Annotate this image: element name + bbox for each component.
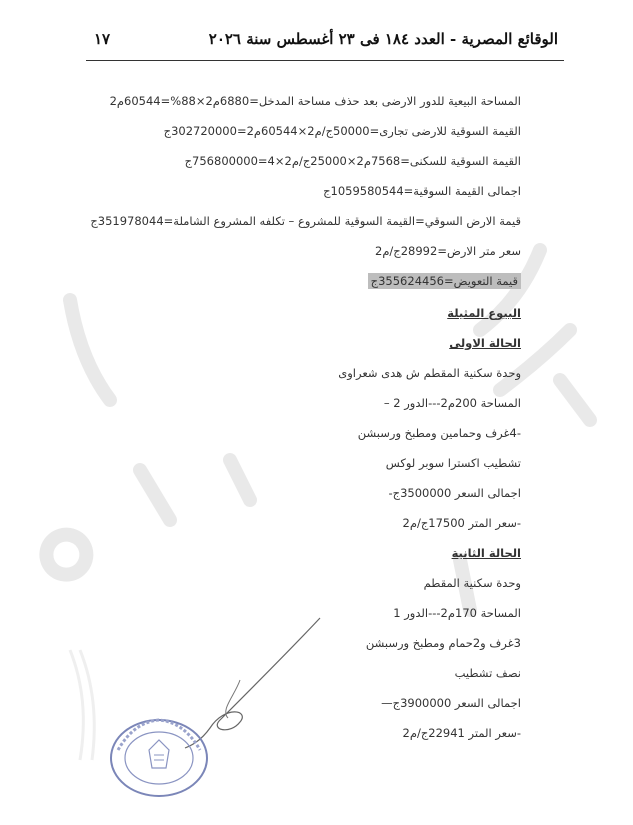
header-title: الوقائع المصرية - العدد ١٨٤ فى ٢٣ أغسطس سنة ٢٠٢٦: [208, 30, 558, 48]
text-line: وحدة سكنية المقطم: [423, 576, 521, 590]
official-stamp: [104, 710, 214, 800]
text-line: وحدة سكنية المقطم ش هدى شعراوى: [338, 366, 521, 380]
text-line: المساحة 170م2---الدور 1: [393, 606, 521, 620]
case-heading: الحالة الثانية: [451, 546, 521, 560]
text-line: -سعر المتر 17500ج/م2: [402, 516, 521, 530]
text-line: -4غرف وحمامين ومطبخ ورسبشن: [357, 426, 521, 440]
text-line: 3غرف و2حمام ومطبخ ورسبشن: [365, 636, 521, 650]
header-divider: [86, 60, 564, 61]
text-line: القيمة السوقية للسكنى=7568م2×25000ج/م2×4=756800000ج: [184, 154, 521, 168]
page-number: ١٧: [94, 30, 111, 48]
compensation-value: [368, 274, 521, 288]
text-line: القيمة السوقية للارضى تجارى=50000ج/م2×60544م2=302720000ج: [163, 124, 521, 138]
text-line: سعر متر الارض=28992ج/م2: [374, 244, 521, 258]
case-heading: الحالة الاولى: [449, 336, 521, 350]
page-header: [88, 30, 558, 54]
text-line: تشطيب اكسترا سوبر لوكس: [385, 456, 521, 470]
text-line: اجمالى السعر 3500000ج-: [388, 486, 521, 500]
highlighted-text: قيمة التعويض=355624456ج: [368, 273, 521, 289]
text-line: نصف تشطيب: [454, 666, 521, 680]
section-heading: البيوع المثيلة: [447, 306, 521, 320]
text-line: -سعر المتر 22941ج/م2: [402, 726, 521, 740]
text-line: قيمة الارض السوقي=القيمة السوقية للمشروع – تكلفه المشروع الشاملة=351978044ج: [90, 214, 521, 228]
text-line: المساحة البيعية للدور الارضى بعد حذف مساحة المدخل=6880م2×88%=60544م2: [109, 94, 521, 108]
text-line: المساحة 200م2---الدور 2 –: [383, 396, 521, 410]
text-line: اجمالى السعر 3900000ج—: [381, 696, 521, 710]
text-line: اجمالى القيمة السوقية=1059580544ج: [323, 184, 521, 198]
